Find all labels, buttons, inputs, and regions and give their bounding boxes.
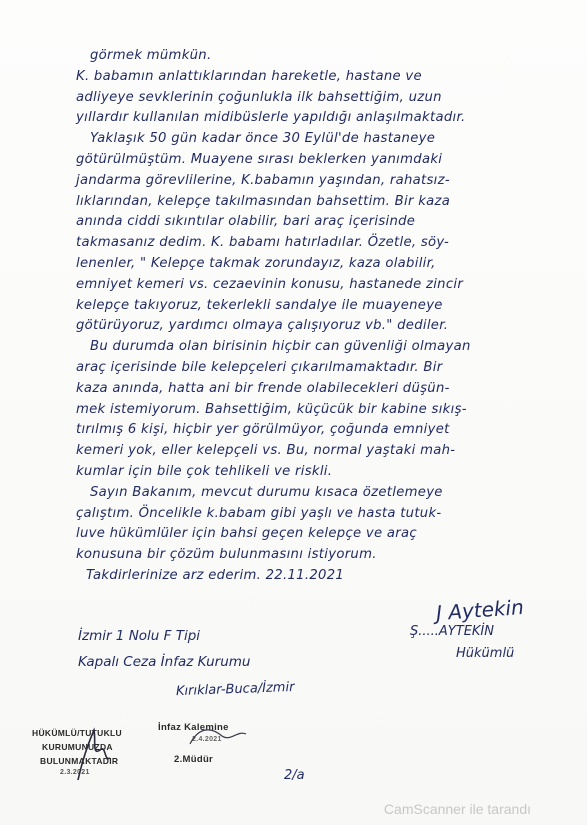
letter-line: Yaklaşık 50 gün kadar önce 30 Eylül'de hastaneye <box>90 131 436 147</box>
scanner-watermark: CamScanner ile tarandı <box>383 801 531 817</box>
stamp-right-date: 2.4.2021 <box>192 736 222 743</box>
address-line-3: Kırıklar-Buca/İzmir <box>175 679 295 700</box>
letter-line: Bu durumda olan birisinin hiçbir can güvenliği olmayan <box>90 339 471 355</box>
letter-line: Takdirlerinize arz ederim. 22.11.2021 <box>86 568 345 583</box>
official-stamp-left <box>30 728 142 784</box>
sender-name: Ş.....AYTEKİN <box>410 624 494 639</box>
letter-line: konusuna bir çözüm bulunmasını istiyorum. <box>76 547 377 563</box>
stamp-left-scribble <box>30 722 142 782</box>
letter-line: K. babamın anlattıklarından hareketle, hastane ve <box>76 68 422 84</box>
letter-line: emniyet kemeri vs. cezaevinin konusu, hastanede zincir <box>76 276 464 292</box>
letter-line: götürüyoruz, yardımcı olmaya çalışıyoruz vb." dediler. <box>76 318 449 334</box>
letter-line: kelepçe takıyoruz, tekerlekli sandalye ile muayeneye <box>76 297 443 313</box>
stamp-right-title: İnfaz Kalemine <box>158 722 229 733</box>
page-number: 2/a <box>284 768 305 783</box>
sender-status: Hükümlü <box>456 646 515 661</box>
letter-line: Sayın Bakanım, mevcut durumu kısaca özetlemeye <box>90 484 443 500</box>
letter-line: jandarma görevlilerine, K.babamın yaşından, rahatsız- <box>76 172 450 188</box>
letter-line: kaza anında, hatta ani bir frende olabilecekleri düşün- <box>76 380 450 396</box>
letter-line: adliyeye sevklerinin çoğunlukla ilk bahsettiğim, uzun <box>76 89 442 105</box>
letter-line: takmasanız dedim. K. babamı hatırladılar. Özetle, söy- <box>76 235 450 251</box>
official-stamp-right <box>150 722 270 772</box>
letter-line: anında ciddi sıkıntılar olabilir, bari araç içerisinde <box>76 214 416 230</box>
letter-line: yıllardır kullanılan midibüslerle yapıldığı anlaşılmaktadır. <box>76 110 466 126</box>
stamp-left-date: 2.3.2021 <box>60 769 90 776</box>
sender-signature: J Aytekin <box>435 594 525 626</box>
letter-line: tırılmış 6 kişi, hiçbir yer görülmüyor, çoğunda emniyet <box>76 422 450 438</box>
letter-line: kemeri yok, eller kelepçeli vs. Bu, normal yaştaki mah- <box>76 443 456 459</box>
letter-line: luve hükümlüler için bahsi geçen kelepçe ve araç <box>76 526 417 542</box>
letter-line: götürülmüştüm. Muayene sırası beklerken yanımdaki <box>76 152 443 167</box>
letter-line: çalıştım. Öncelikle k.babam gibi yaşlı ve hasta tutuk- <box>76 505 442 521</box>
stamp-right-scribble <box>150 722 270 752</box>
stamp-left-line-3: BULUNMAKTADIR <box>40 756 119 766</box>
letter-line: lenenler, " Kelepçe takmak zorundayız, kaza olabilir, <box>76 256 436 271</box>
letter-line: araç içerisinde bile kelepçeleri çıkarılmamaktadır. Bir <box>76 360 443 375</box>
address-line-1: İzmir 1 Nolu F Tipi <box>78 628 201 644</box>
stamp-left-line-1: HÜKÜMLÜ/TUTUKLU <box>32 728 122 738</box>
letter-line: lıklarından, kelepçe takılmasından bahsettim. Bir kaza <box>76 193 451 209</box>
letter-line: mek istemiyorum. Bahsettiğim, küçücük bir kabine sıkış- <box>76 401 467 417</box>
stamp-right-role: 2.Müdür <box>174 754 214 765</box>
address-line-2: Kapalı Ceza İnfaz Kurumu <box>78 654 251 670</box>
letter-line: kumlar için bile çok tehlikeli ve riskli. <box>76 464 333 479</box>
stamp-left-line-2: KURUMUNUZDA <box>42 742 113 752</box>
letter-line: görmek mümkün. <box>90 48 212 63</box>
